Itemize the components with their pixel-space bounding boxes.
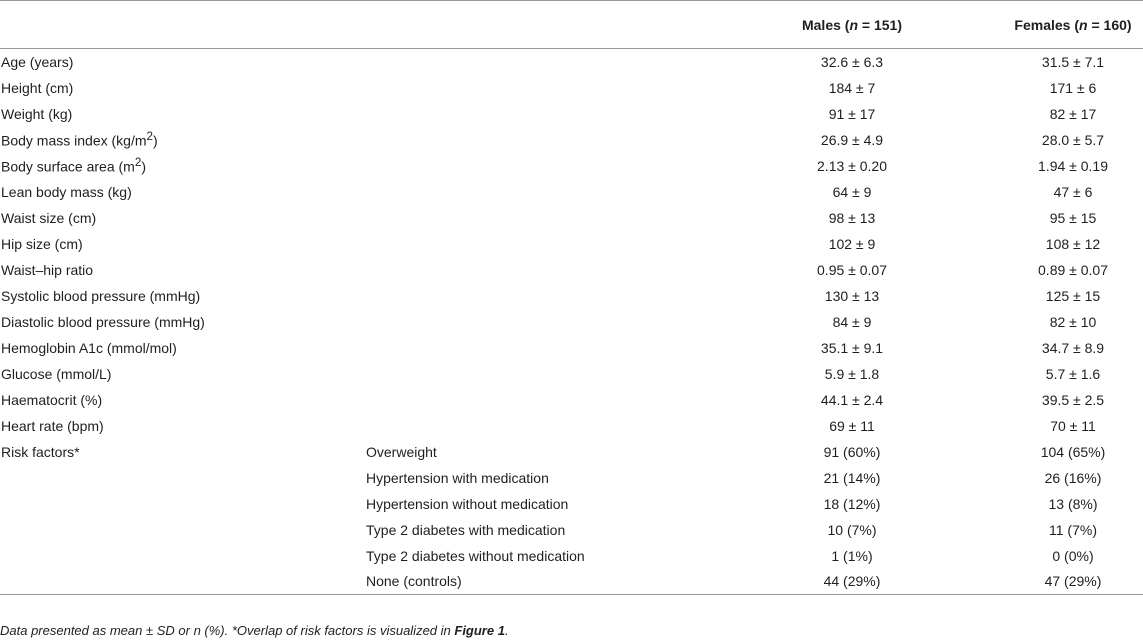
row-parameter: Lean body mass (kg): [1, 183, 132, 200]
row-females-value: 31.5 ± 7.1: [1041, 53, 1105, 70]
row-males-value: 32.6 ± 6.3: [820, 53, 884, 70]
table-row: [0, 361, 1143, 387]
row-parameter: Waist size (cm): [1, 209, 97, 226]
table-row: [0, 387, 1143, 413]
figure-1-link[interactable]: Figure 1: [454, 623, 505, 638]
row-females-value: 70 ± 11: [1050, 417, 1096, 434]
table-footnote: Data presented as mean ± SD or n (%). *Overlap of risk factors is visualized in Figure 1.: [0, 623, 509, 638]
header-subcategory: [363, 1, 753, 49]
row-parameter: Hip size (cm): [1, 235, 83, 252]
risk-females-value: 104 (65%): [1040, 443, 1106, 460]
risk-item-name: None (controls): [366, 573, 462, 590]
table-row: [0, 335, 1143, 361]
row-parameter: Haematocrit (%): [1, 391, 103, 408]
risk-males-value: 91 (60%): [823, 443, 881, 460]
row-males-value: 64 ± 9: [832, 183, 872, 200]
row-males-value: 91 ± 17: [828, 105, 876, 122]
table-row: [0, 153, 1143, 179]
row-parameter: Systolic blood pressure (mmHg): [1, 287, 201, 304]
table-row: [0, 49, 1143, 75]
row-parameter: Height (cm): [1, 79, 74, 96]
table-row: [0, 309, 1143, 335]
table-row: [0, 127, 1143, 153]
row-females-value: 108 ± 12: [1045, 235, 1101, 252]
row-females-value: 125 ± 15: [1045, 287, 1101, 304]
table-row: [0, 179, 1143, 205]
row-males-value: 35.1 ± 9.1: [820, 339, 884, 356]
risk-row: [0, 569, 1143, 595]
header-males: Males (n = 151): [801, 16, 902, 33]
row-males-value: 5.9 ± 1.8: [824, 365, 880, 382]
row-parameter: Glucose (mmol/L): [1, 365, 112, 382]
row-parameter: Body mass index $(kg/m^2)$: [1, 130, 158, 149]
row-females-value: 1.94 ± 0.19: [1038, 157, 1108, 174]
row-males-value: 2.13 ± 0.20: [817, 157, 887, 174]
risk-row: [0, 517, 1143, 543]
risk-males-value: 44 (29%): [823, 573, 881, 590]
risk-females-value: 11 (7%): [1049, 521, 1097, 538]
table-row: [0, 101, 1143, 127]
header-parameter: [0, 1, 363, 49]
row-females-value: 82 ± 10: [1049, 313, 1097, 330]
row-males-value: 44.1 ± 2.4: [820, 391, 884, 408]
risk-factors-label: Risk factors*: [1, 443, 80, 460]
row-males-value: 130 ± 13: [824, 287, 880, 304]
row-females-value: 171 ± 6: [1049, 79, 1097, 96]
risk-females-value: 26 (16%): [1044, 469, 1102, 486]
risk-males-value: 10 (7%): [827, 521, 877, 538]
risk-item-name: Hypertension with medication: [366, 469, 549, 486]
risk-females-value: 47 (29%): [1044, 573, 1102, 590]
table-header: [0, 1, 1143, 49]
row-females-value: 0.89 ± 0.07: [1038, 261, 1108, 278]
row-males-value: 0.95 ± 0.07: [817, 261, 887, 278]
row-females-value: 28.0 ± 5.7: [1041, 131, 1105, 148]
row-parameter: Diastolic blood pressure (mmHg): [1, 313, 205, 330]
row-females-value: 95 ± 15: [1049, 209, 1097, 226]
risk-males-value: 1 (1%): [831, 547, 873, 564]
row-females-value: 82 ± 17: [1049, 105, 1097, 122]
row-females-value: 34.7 ± 8.9: [1041, 339, 1105, 356]
risk-item-name: Type 2 diabetes without medication: [366, 547, 585, 564]
table-row: [0, 75, 1143, 101]
header-row: [0, 1, 1143, 49]
table-row: [0, 231, 1143, 257]
row-parameter: Heart rate (bpm): [1, 417, 104, 434]
table-row: [0, 257, 1143, 283]
row-females-value: 39.5 ± 2.5: [1041, 391, 1105, 408]
row-parameter: Body surface area $(m^2)$: [1, 156, 146, 175]
row-parameter: Hemoglobin A1c (mmol/mol): [1, 339, 177, 356]
risk-row: [0, 543, 1143, 569]
row-males-value: 102 ± 9: [828, 235, 876, 252]
row-parameter: Weight (kg): [1, 105, 73, 122]
risk-row: [0, 465, 1143, 491]
risk-row: [0, 491, 1143, 517]
risk-males-value: 21 (14%): [823, 469, 881, 486]
header-females: Females (n = 160): [1014, 16, 1132, 33]
row-females-value: 47 ± 6: [1053, 183, 1093, 200]
row-males-value: 69 ± 11: [829, 417, 875, 434]
row-parameter: Waist–hip ratio: [1, 261, 94, 278]
row-males-value: 84 ± 9: [832, 313, 872, 330]
row-males-value: 184 ± 7: [828, 79, 876, 96]
table-row: [0, 283, 1143, 309]
row-females-value: 5.7 ± 1.6: [1045, 365, 1101, 382]
risk-item-name: Overweight: [366, 443, 437, 460]
row-males-value: 26.9 ± 4.9: [820, 131, 884, 148]
risk-item-name: Type 2 diabetes with medication: [366, 521, 566, 538]
risk-females-value: 13 (8%): [1048, 495, 1098, 512]
table-body: [0, 49, 1143, 595]
risk-item-name: Hypertension without medication: [366, 495, 569, 512]
table-row: [0, 205, 1143, 231]
risk-males-value: 18 (12%): [823, 495, 881, 512]
table-row: [0, 413, 1143, 439]
row-parameter: Age (years): [1, 53, 74, 70]
risk-females-value: 0 (0%): [1052, 547, 1094, 564]
row-males-value: 98 ± 13: [828, 209, 876, 226]
risk-row: [0, 439, 1143, 465]
